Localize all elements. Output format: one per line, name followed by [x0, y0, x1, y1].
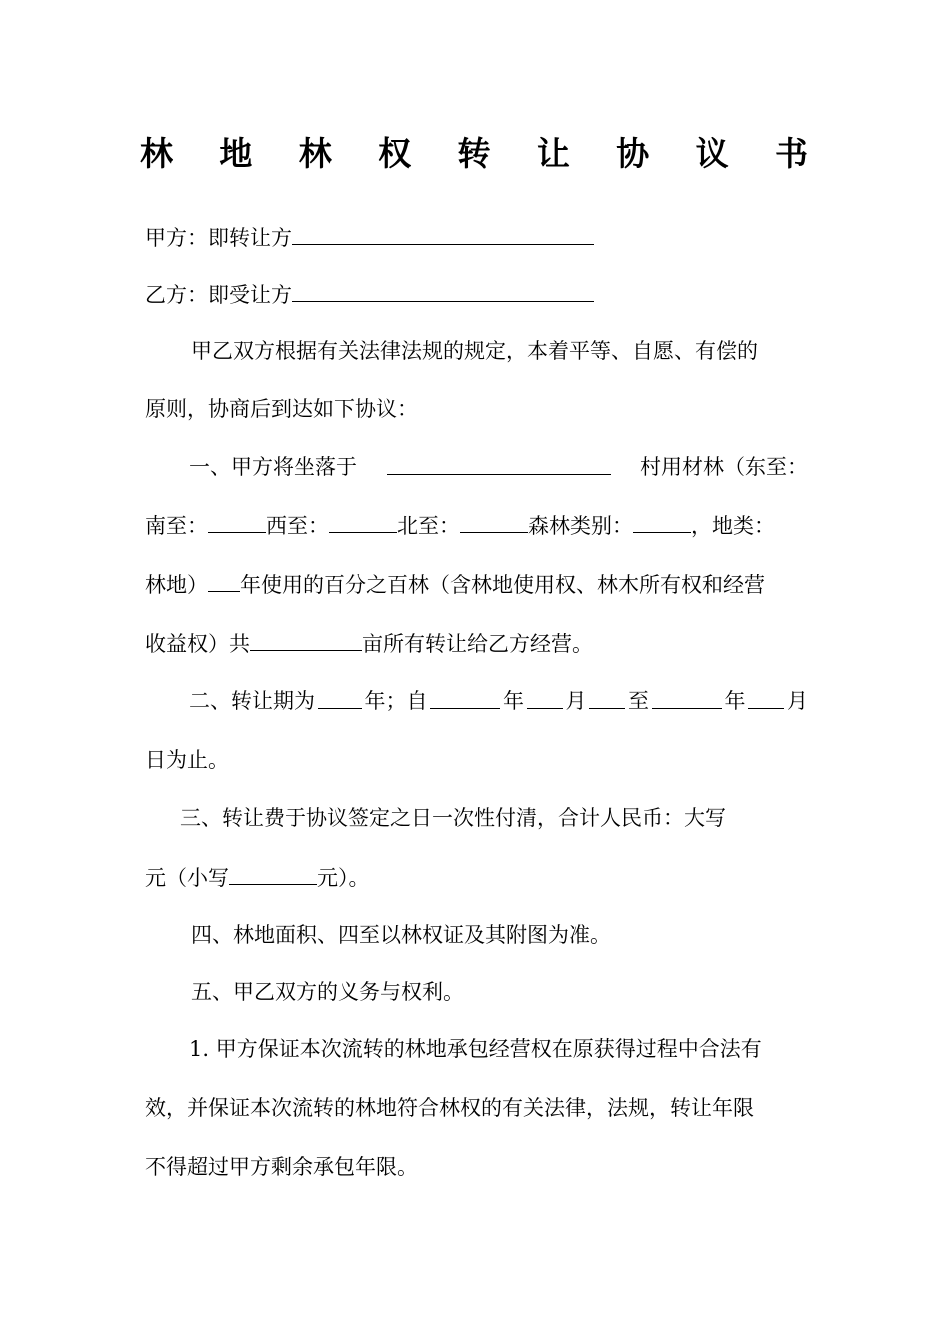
clause2-line-2: 日为止。: [145, 748, 229, 772]
title-char: 林: [140, 133, 173, 173]
clause4-line: 四、林地面积、四至以林权证及其附图为准。: [191, 923, 611, 947]
term-years-blank[interactable]: [318, 686, 362, 709]
clause1-line-2: [145, 510, 808, 541]
clause1-line-3: [145, 569, 808, 600]
clause2-text: 月: [565, 689, 587, 713]
land-type-label: ，地类：: [691, 514, 775, 538]
clause2-text: 年；自: [364, 689, 428, 713]
north-blank[interactable]: [460, 510, 528, 533]
party-b-label: 乙方：即受让方: [145, 283, 292, 307]
title-char: 林: [298, 133, 332, 173]
item1-line-3: 不得超过甲方剩余承包年限。: [145, 1155, 418, 1179]
clause2-text: 年: [724, 689, 746, 713]
category-blank[interactable]: [633, 510, 691, 533]
intro-line-1: 甲乙双方根据有关法律法规的规定，本着平等、自愿、有偿的: [191, 339, 758, 363]
start-day-blank[interactable]: [589, 686, 625, 709]
party-b-blank[interactable]: [292, 279, 594, 302]
clause1-line-4: [145, 628, 808, 659]
years-blank[interactable]: [208, 569, 240, 592]
clause1-text: 收益权）共: [145, 632, 250, 656]
start-month-blank[interactable]: [527, 686, 563, 709]
clause2-text: 二、转让期为: [189, 689, 315, 713]
party-b-line: [145, 279, 808, 310]
south-blank[interactable]: [208, 510, 266, 533]
village-blank[interactable]: [387, 452, 611, 475]
clause3-text: 元）。: [317, 866, 370, 890]
clause3-line-2: [145, 862, 808, 893]
south-label: 南至：: [145, 514, 208, 538]
clause1-text: 年使用的百分之百林（含林地使用权、林木所有权和经营: [240, 573, 765, 597]
clause3-line-1: 三、转让费于协议签定之日一次性付清，合计人民币：大写: [180, 806, 726, 830]
item1-line-2: 效，并保证本次流转的林地符合林权的有关法律，法规，转让年限: [145, 1096, 754, 1120]
title-char: 地: [219, 133, 253, 173]
north-label: 北至：: [397, 514, 460, 538]
clause2-text: 至: [628, 689, 649, 713]
area-blank[interactable]: [250, 628, 362, 651]
party-a-line: [145, 222, 808, 253]
party-a-blank[interactable]: [292, 222, 594, 245]
clause2-text: 年: [503, 689, 524, 713]
title-char: 书: [775, 133, 808, 173]
title-char: 转: [457, 133, 491, 173]
west-label: 西至：: [266, 514, 329, 538]
clause1-text: 林地）: [145, 573, 208, 597]
west-blank[interactable]: [329, 510, 397, 533]
clause5-line: 五、甲乙双方的义务与权利。: [191, 980, 464, 1004]
clause2-line-1: [189, 686, 808, 716]
clause3-text: 元（小写: [145, 866, 229, 890]
item1-line-1: 1. 甲方保证本次流转的林地承包经营权在原获得过程中合法有: [189, 1037, 762, 1061]
clause2-text: 月: [787, 689, 808, 713]
document-title: [140, 126, 808, 176]
intro-line-2: 原则，协商后到达如下协议：: [145, 397, 418, 421]
title-char: 权: [378, 133, 412, 173]
end-year-blank[interactable]: [652, 686, 722, 709]
category-label: 森林类别：: [528, 514, 633, 538]
title-char: 协: [616, 133, 650, 173]
party-a-label: 甲方：即转让方: [145, 226, 292, 250]
clause1-text: 村用材林（东至：: [640, 455, 808, 479]
amount-blank[interactable]: [229, 862, 317, 885]
end-month-blank[interactable]: [748, 686, 784, 709]
clause1-text: 一、甲方将坐落于: [189, 455, 357, 479]
clause1-line-1: [189, 452, 808, 482]
clause1-text: 亩所有转让给乙方经营。: [362, 632, 593, 656]
title-char: 议: [695, 133, 729, 173]
start-year-blank[interactable]: [430, 686, 500, 709]
title-char: 让: [536, 133, 570, 173]
